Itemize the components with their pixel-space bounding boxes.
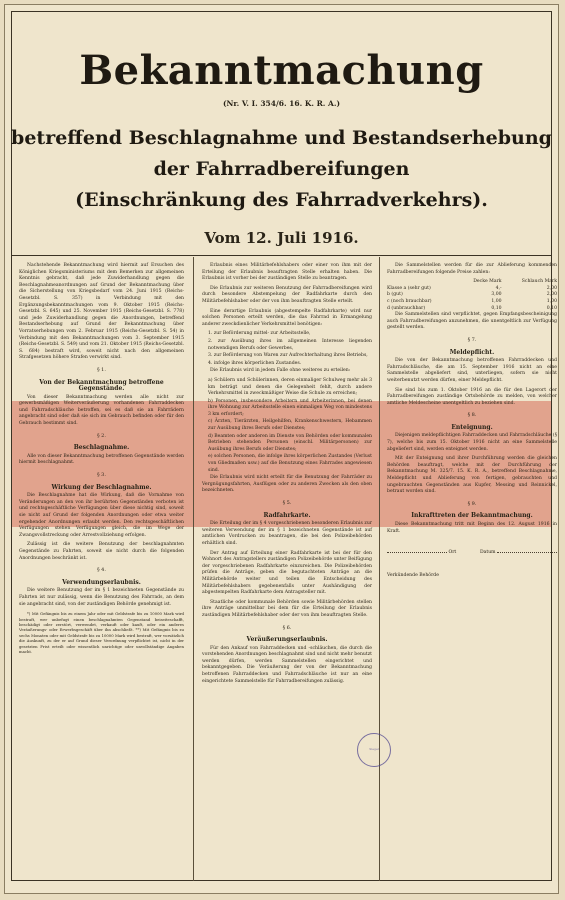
section-8-number: § 8. — [467, 412, 477, 419]
column-divider-2 — [379, 257, 380, 881]
section-6-heading: Veräußerungserlaubnis. — [246, 636, 328, 644]
section-5-heading: Radfahrkarte. — [263, 511, 311, 519]
price-schlauch: 2,00 — [546, 292, 557, 298]
permit-text-3: Eine derartige Erlaubnis (abgestempelte Radfahrkarte) wird nur solchen Personen erteilt werden, die das Fahrrad in Ermangelung anderer zweckdienlicher Verkehrsmittel benötigen: — [202, 308, 372, 327]
price-class-label: b (gut) — [387, 292, 403, 298]
section-8-text-2: Mit der Enteignung und ihrer Durchführung werden die gleichen Behörden beauftragt, welche mit der Durchführung der Bekanntmachung M. 325/7. 15. K. R. A., betreffend Beschlagnahme, Meldepflicht und Ablieferung von fertigen, gebrauchten und ungebrauchten Gegenständen aus Kupfer, Messing und Reinnickel, betraut worden sind. — [387, 456, 557, 495]
table-row — [387, 286, 557, 293]
section-2-text: Alle von dieser Bekanntmachung betroffenen Gegenstände werden hiermit beschlagnahmt. — [19, 453, 184, 466]
permit-text-1: Erlaubnis eines Militärbefehlshabers oder einer von ihm mit der Erteilung der Erlaubnis beauftragten Stelle erhalten haben. Die Erlaubnis ist vorher bei der zuständigen Stelle zu beantragen. — [202, 263, 372, 282]
price-class-label: Klasse a (sehr gut) — [387, 285, 431, 291]
column-middle — [202, 263, 372, 688]
authority-label: Verkündende Behörde — [387, 572, 439, 578]
purpose-list-item: 3. zur Beförderung von Waren zur Aufrechterhaltung ihres Betriebs, — [208, 353, 368, 359]
eligibility-list-item: c) Ärzten, Tierärzten, Heilgehilfen, Krankenschwestern, Hebammen zur Ausübung ihres Berufs oder Dienstes; — [208, 419, 372, 432]
section-3-number: § 3. — [97, 472, 106, 479]
eligibility-list-item: a) Schülern und Schülerinnen, deren einmaliger Schulweg mehr als 3 km beträgt und denen die Gelegenheit fehlt, durch andere Verkehrsmittel in zweckmäßiger Weise die Schule zu erreichen; — [208, 377, 372, 397]
price-decke: 1,00 — [491, 298, 502, 304]
place-date-line — [387, 547, 557, 557]
price-header-schlauch: Schlauch Mark — [521, 279, 557, 285]
price-class-label: d (unbrauchbar) — [387, 305, 426, 311]
price-decke: 4,- — [495, 285, 502, 291]
prices-note: Die Sammelstellen sind verpflichtet, gegen Empfangsbescheinigung auch Fahrradbereifungen anzunehmen, die unentgeltlich zur Verfügung gestellt werden. — [387, 312, 557, 331]
section-4-heading: Verwendungserlaubnis. — [62, 578, 141, 586]
section-9-text: Diese Bekanntmachung tritt mit Beginn des 12. August 1916 in Kraft. — [387, 522, 557, 534]
section-5-number: § 5. — [282, 500, 292, 506]
date-label: Datum — [479, 550, 496, 556]
table-row — [387, 299, 557, 306]
column-left — [19, 263, 184, 657]
section-5-text-3: Staatliche oder kommunale Behörden sowie Militärbehörden stellen ihre Anträge unmittelbar bei dem für die Erteilung der Erlaubnis zuständigen Militärbefehlshaber oder der von ihm beauftragten Stelle. — [202, 599, 372, 618]
subtitle-line-3: (Einschränkung des Fahrradverkehrs). — [75, 189, 488, 211]
section-1-number: § 1. — [97, 366, 106, 373]
section-5-text: Die Erteilung der im § 4 vorgeschriebenen besonderen Erlaubnis zur weiteren Verwendung der im § 1 bezeichneten Gegenstände ist auf amtlichen Vordrucken zu beantragen, die bei den Polizeibehörden erhältlich sind. — [202, 521, 372, 546]
section-3-heading: Wirkung der Beschlagnahme. — [51, 483, 152, 491]
issue-date: Vom 12. Juli 1916. — [204, 229, 359, 247]
subtitle-line-1: betreffend Beschlagnahme und Bestandserhebung — [11, 127, 552, 149]
column-divider-1 — [193, 257, 194, 881]
prices-intro: Die Sammelstellen werden für die zur Ablieferung kommenden Fahrradbereifungen folgende Preise zahlen: — [387, 263, 557, 275]
section-1-text: Von dieser Bekanntmachung werden alle nicht zur gewerbsmäßigen Weiterveräußerung vorhandenen Fahrraddecken und Fahrradschläuche betroffen, sei es daß sie an Fahrrädern angebracht sind oder daß sie sich im Gebrauch befinden oder für den Gebrauch bestimmt sind. — [19, 394, 184, 427]
section-5-text-2: Der Antrag auf Erteilung einer Radfahrkarte ist bei der für den Wohnort des Antragstellers zuständigen Polizeibehörde unter Beifügung der vorgeschriebenen Radfahrkarte einzureichen. Die Polizeibehörden prüfen die Anträge, geben die begutachteten Anträge an die Militärbehörde weiter und teilen die Entscheidung des Militärbefehlshabers gegebenenfalls unter Aushändigung der abgestempelten Radfahrkarte dem Antragsteller mit. — [202, 550, 372, 596]
price-table — [387, 279, 557, 312]
place-blank — [387, 547, 447, 553]
price-class-label: c (noch brauchbar) — [387, 298, 432, 304]
price-schlauch: 1,00 — [546, 298, 557, 304]
column-right — [387, 263, 557, 579]
intro-paragraph: Nachstehende Bekanntmachung wird hiermit auf Ersuchen des Königlichen Kriegsministeriums mit dem Bemerken zur allgemeinen Kenntnis gebracht, daß jede Zuwiderhandlung gegen die Beschlagnahmeanordnungen auf Grund der Bekanntmachung über die Sicherstellung von Kriegsbedarf vom 24. Juni 1915 (Reichs-Gesetzbl. S. 357) in Verbindung mit den Ergänzungsbekanntmachungen vom 9. Oktober 1915 (Reichs-Gesetzbl. S. 645) und 25. November 1915 (Reichs-Gesetzbl. S. 778) und jede Zuwiderhandlung gegen die Anordnungen, betreffend Bestandserhebung auf Grund der Bekanntmachung über Vorratserhebungen vom 2. Februar 1915 (Reichs-Gesetzbl. S. 54) in Verbindung mit den Bekanntmachungen vom 3. September 1915 (Reichs-Gesetzbl. S. 549) und vom 21. Oktober 1915 (Reichs-Gesetzbl. S. 684) bestraft wird, soweit nicht nach den allgemeinen Strafgesetzen höhere Strafen verwirkt sind. — [19, 263, 184, 361]
permit-text-2: Die Erlaubnis zur weiteren Benutzung der Fahrradbereifungen wird durch besondere Abstempelung der Radfahrkarte durch den Militärbefehlshaber oder der von ihm beauftragten Stelle erteilt. — [202, 285, 372, 304]
price-table-header — [387, 279, 557, 286]
section-7-text-2: Sie sind bis zum 1. Oktober 1916 an die für den Lagerort der Fahrradbereifungen zuständige Ortsbehörde zu melden, von welcher amtliche Meldescheine unentgeltlich zu beziehen sind. — [387, 387, 557, 406]
section-7-text: Die von der Bekanntmachung betroffenen Fahrraddecken und Fahrradschläuche, die am 15. September 1916 nicht an eine Sammelstelle abgeliefert sind, unterliegen, sofern sie nicht weiterbenutzt werden dürfen, einer Meldepflicht. — [387, 358, 557, 383]
header-rule — [11, 255, 552, 256]
section-9-number: § 9. — [467, 500, 477, 507]
subtitle-line-2: der Fahrradbereifungen — [153, 158, 410, 180]
price-decke: 3,00 — [491, 292, 502, 298]
purpose-list-item: 2. zur Ausübung ihres im allgemeinen Interesse liegenden notwendigen Berufs oder Gewerbes, — [208, 338, 372, 351]
seal-stamp-icon — [357, 733, 391, 767]
date-blank — [497, 547, 557, 553]
permit-text-4: Die Erlaubnis wird in jedem Falle ohne weiteres zu erteilen: — [210, 368, 351, 374]
section-4-text: Die weitere Benutzung der im § 1 bezeichneten Gegenstände zu Fahrten ist nur zulässig, wenn die Benutzung des Fahrrads, an dem sie angebracht sind, von der zuständigen Behörde genehmigt ist. — [19, 588, 184, 607]
purpose-list-item: 4. infolge ihres körperlichen Zustandes. — [208, 360, 302, 366]
footnotes: *) Mit Gefängnis bis zu einem Jahr oder mit Geldstrafe bis zu 10000 Mark wird bestraft, wer unbefugt einen beschlagnahmten Gegenstand beiseiteschafft, beschädigt oder zerstört, verwendet, verkauft oder kauft, oder ein anderes Veräußerungs- oder Erwerbsgeschäft über ihn abschließt. **) Mit Gefängnis bis zu sechs Monaten oder mit Geldstrafe bis zu 10000 Mark wird bestraft, wer vorsätzlich die Auskunft, zu der er auf Grund dieser Verordnung verpflichtet ist, nicht in der gesetzten Frist erteilt oder wissentlich unrichtige oder unvollständige Angaben macht. — [19, 611, 184, 654]
eligibility-list-item: e) solchen Personen, die infolge ihres körperlichen Zustandes (Verlust von Gliedmaßen usw.) auf die Benutzung eines Fahrrades angewiesen sind. — [208, 454, 372, 473]
section-7-number: § 7. — [467, 336, 477, 343]
poster-sheet — [4, 4, 559, 894]
section-3-text-2: Zulässig ist die weitere Benutzung der beschlagnahmten Gegenstände zu Fahrten, soweit sie nicht durch die folgenden Anordnungen beschränkt ist. — [19, 542, 184, 561]
price-header-decke: Decke Mark — [473, 279, 502, 285]
price-schlauch: 2,00 — [546, 285, 557, 291]
authority-field — [387, 573, 557, 580]
eligibility-list-item: b) Personen, insbesondere Arbeitern und Arbeiterinnen, bei denen ihre Wohnung zur Arbeitsstelle einen einmaligen Weg von mindestens 3 km erfordert; — [208, 398, 372, 417]
poster-title: Bekanntmachung — [79, 47, 484, 94]
section-6-number: § 6. — [282, 624, 292, 631]
section-3-text: Die Beschlagnahme hat die Wirkung, daß die Vornahme von Veränderungen an den von ihr berührten Gegenständen verboten ist und rechtsgeschäftliche Verfügungen über diese nichtig sind, soweit sie nicht auf Grund der folgenden Anordnungen oder etwa weiter ergehender Anordnungen erlaubt werden. Den rechtsgeschäftlichen Verfügungen stehen Verfügungen gleich, die im Wege der Zwangsvollstreckung oder Arrestvollziehung erfolgen. — [19, 493, 184, 538]
section-9-heading: Inkrafttreten der Bekanntmachung. — [411, 512, 533, 520]
price-decke: 0,10 — [491, 305, 502, 311]
place-field — [387, 547, 456, 557]
reference-number: (Nr. V. I. 354/6. 16. K. R. A.) — [222, 99, 341, 108]
table-row — [387, 292, 557, 299]
section-2-heading: Beschlagnahme. — [73, 444, 130, 452]
permit-text-5: Die Erlaubnis wird nicht erteilt für die Benutzung der Fahrräder zu Vergnügungsfahrten, Ausflügen oder zu anderen Zwecken als den oben bezeichneten. — [202, 475, 372, 494]
section-4-number: § 4. — [97, 567, 106, 574]
section-7-heading: Meldepflicht. — [449, 348, 495, 356]
section-2-number: § 2. — [97, 432, 106, 439]
section-1-heading: Von der Bekanntmachung betroffene Gegenstände. — [39, 378, 164, 393]
price-schlauch: 0,10 — [546, 305, 557, 311]
seal-stamp-text: Siegel — [369, 747, 379, 751]
place-label: Ort — [448, 550, 457, 556]
purpose-list-item: 1. zur Beförderung mittel- zur Arbeitsstelle, — [208, 331, 311, 337]
eligibility-list-item: d) Beamten oder anderen im Dienste von Behörden oder kommunalen Betrieben stehenden Personen (einschl. Militärpersonen) zur Ausübung ihres Berufs oder Dienstes; — [208, 433, 372, 452]
date-field — [480, 547, 557, 557]
section-8-text: Diejenigen meldepflichtigen Fahrraddecken und Fahrradschläuche (§ 7), welche bis zum 15. Oktober 1916 nicht an eine Sammelstelle abgeliefert sind, werden enteignet werden. — [387, 433, 557, 452]
section-6-text: Für den Ankauf von Fahrraddecken und -schläuchen, die durch die vorstehenden Anordnungen beschlagnahmt sind und nicht mehr benutzt werden dürfen, werden Sammelstellen eingerichtet und bekanntgegeben. Die Veräußerung der von der Bekanntmachung betroffenen Fahrraddecken und Fahrradschläuche ist nur an eine eingerichtete Sammelstelle für Fahrradbereifungen zulässig. — [202, 645, 372, 684]
section-8-heading: Enteignung. — [451, 423, 493, 431]
